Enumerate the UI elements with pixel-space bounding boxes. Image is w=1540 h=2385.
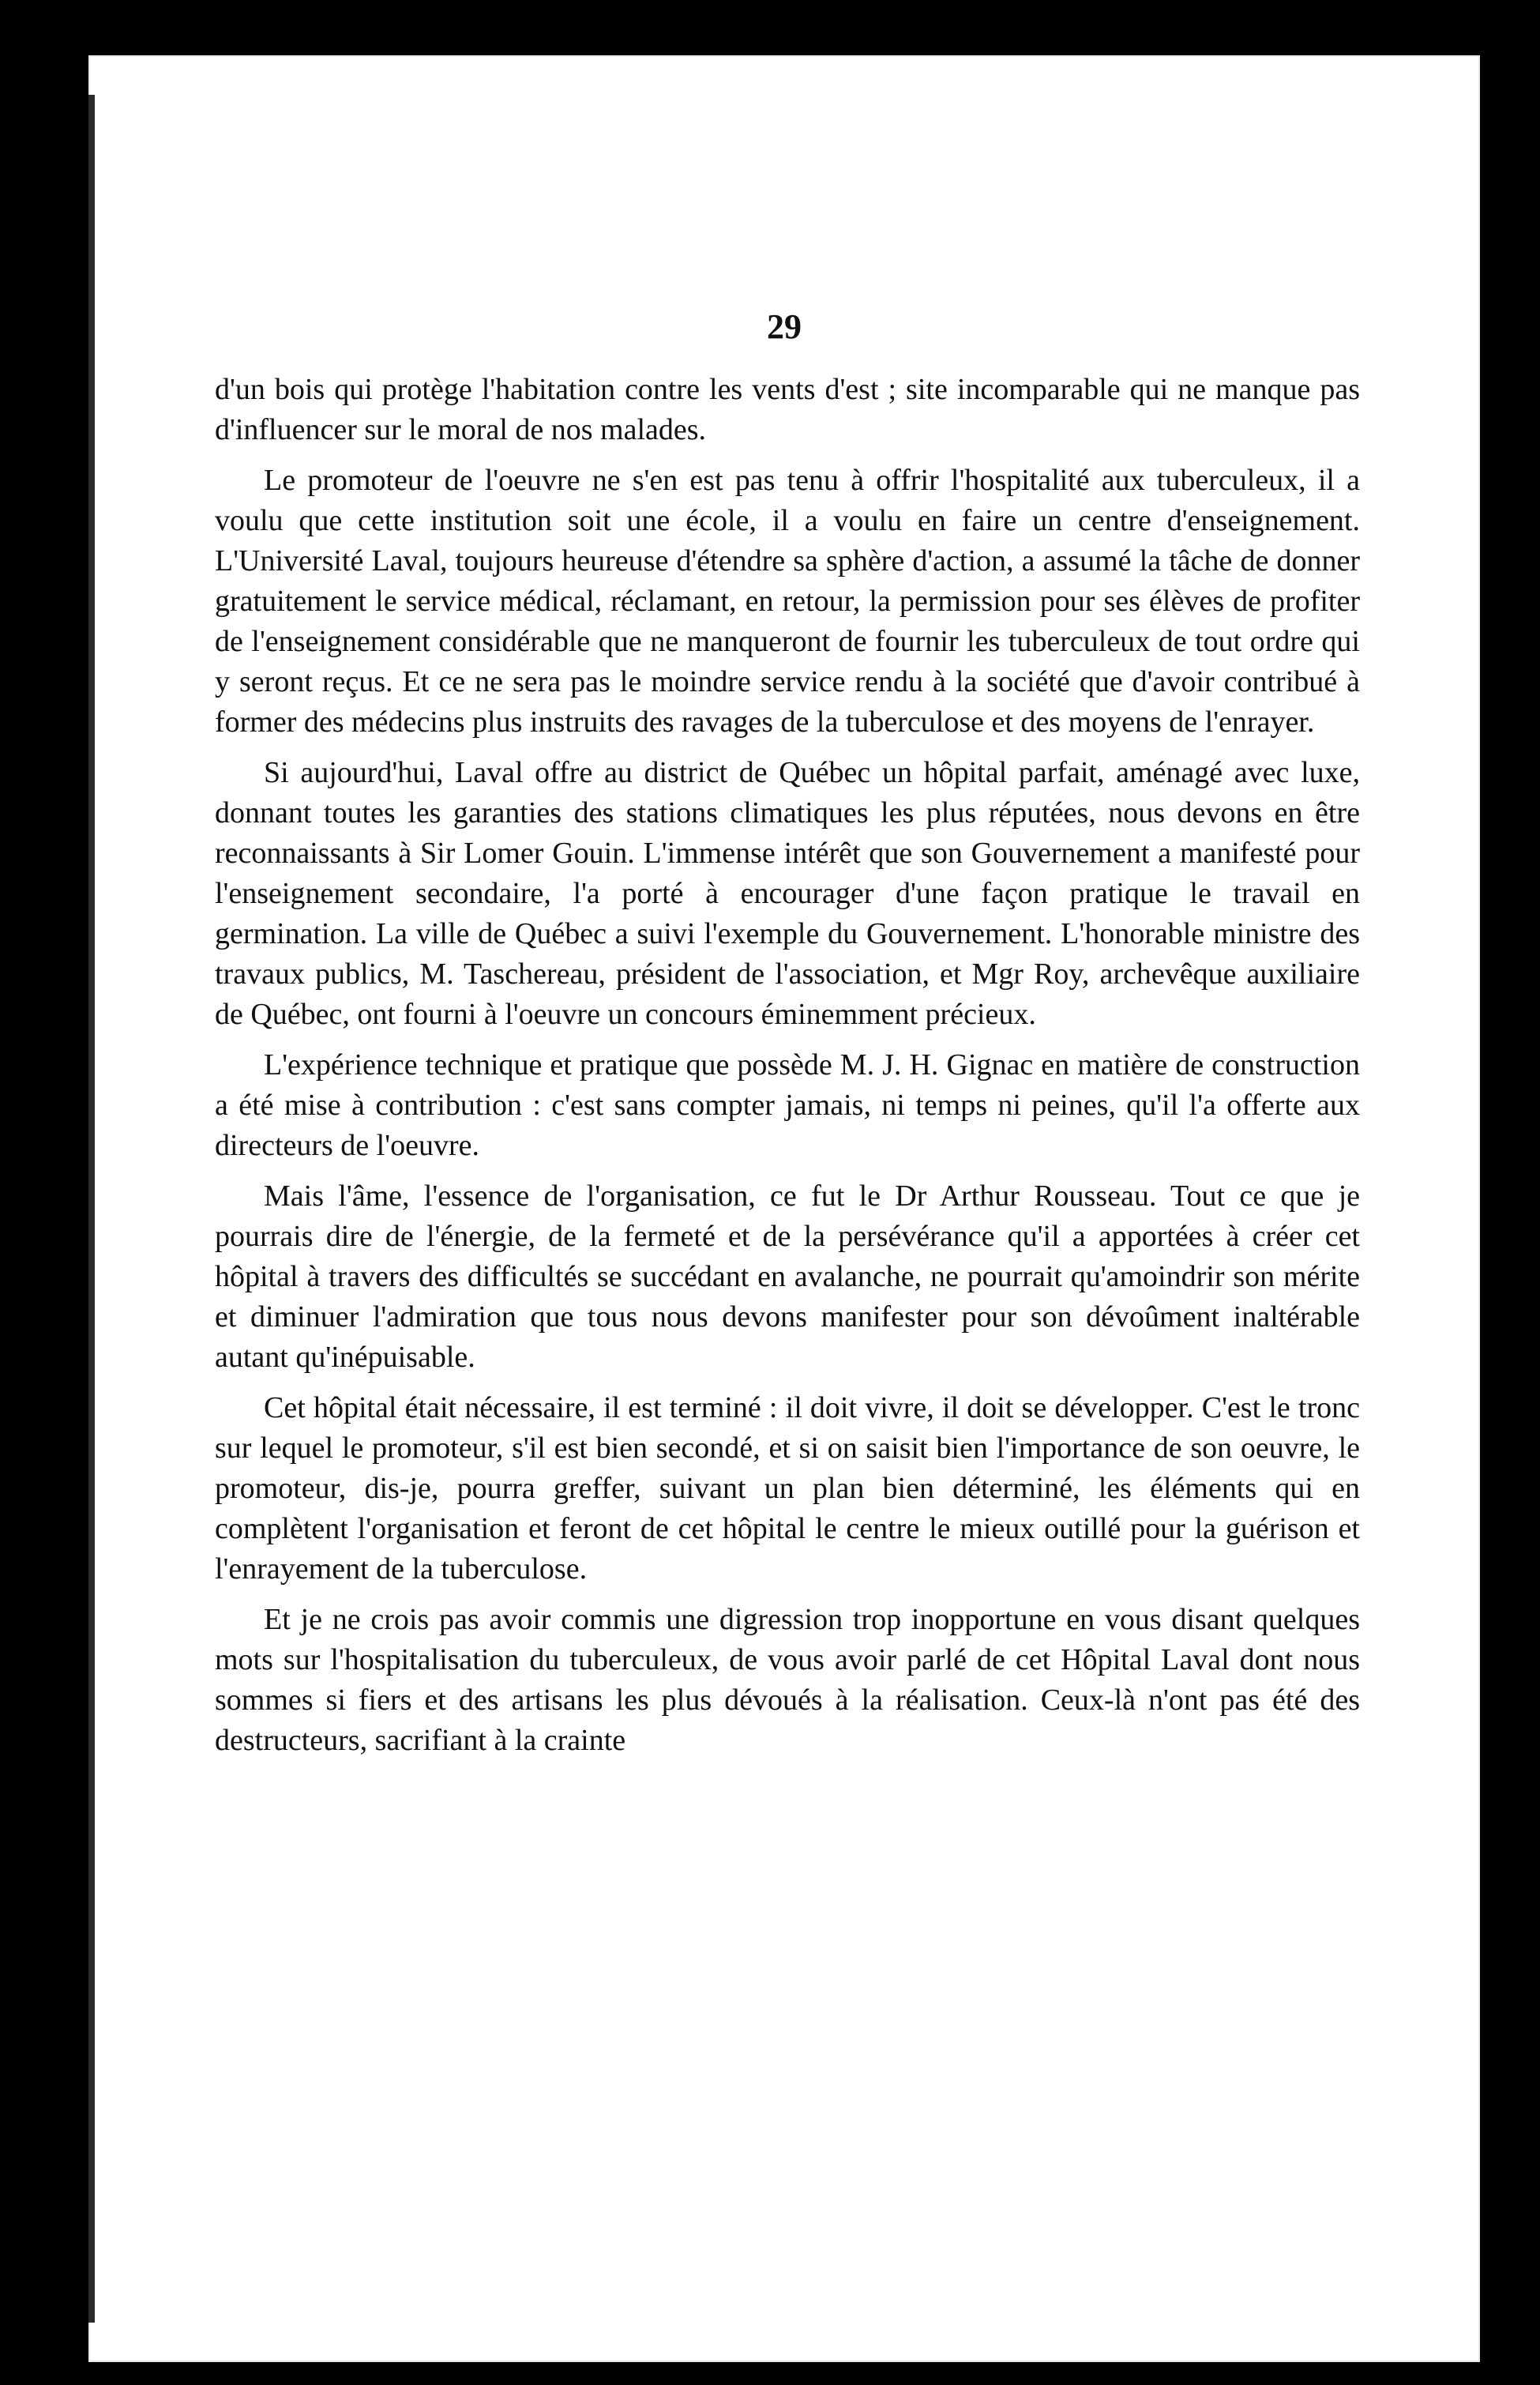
body-text <box>215 370 1360 1771</box>
paragraph-4: L'expérience technique et pratique que possède M. J. H. Gignac en matière de construction a été mise à contribution : c'est sans compter jamais, ni temps ni peines, qu'il l'a offerte aux directeurs de l'oeuvre. <box>215 1048 1360 1162</box>
paragraph-5: Mais l'âme, l'essence de l'organisation, ce fut le Dr Arthur Rousseau. Tout ce que je pourrais dire de l'énergie, de la fermeté et de la persévérance qu'il a apportées à créer cet hôpital à travers des difficultés se succédant en avalanche, ne pourrait qu'amoindrir son mérite et diminuer l'admiration que tous nous devons manifester pour son dévoûment inaltérable autant qu'inépuisable. <box>215 1179 1360 1374</box>
paragraph-6: Cet hôpital était nécessaire, il est terminé : il doit vivre, il doit se développer. C'est le tronc sur lequel le promoteur, s'il est bien secondé, et si on saisit bien l'importance de son oeuvre, le promoteur, dis-je, pourra greffer, suivant un plan bien déterminé, les éléments qui en complètent l'organisation et feront de cet hôpital le centre le mieux outillé pour la guérison et l'enrayement de la tuberculose. <box>215 1391 1360 1586</box>
page-binding-edge <box>88 95 95 2323</box>
paragraph-7: Et je ne crois pas avoir commis une digression trop inopportune en vous disant quelques mots sur l'hospitalisation du tuberculeux, de vous avoir parlé de cet Hôpital Laval dont nous sommes si fiers et des artisans les plus dévoués à la réalisation. Ceux-là n'ont pas été des destructeurs, sacrifiant à la crainte <box>215 1603 1360 1757</box>
page-number: 29 <box>767 307 802 346</box>
paragraph-2: Le promoteur de l'oeuvre ne s'en est pas tenu à offrir l'hospitalité aux tuberculeux, il a voulu que cette institution soit une école, il a voulu en faire un centre d'enseignement. L'Université Laval, toujours heureuse d'étendre sa sphère d'action, a assumé la tâche de donner gratuitement le service médical, réclamant, en retour, la permission pour ses élèves de profiter de l'enseignement considérable que ne manqueront de fournir les tuberculeux de tout ordre qui y seront reçus. Et ce ne sera pas le moindre service rendu à la société que d'avoir contribué à former des médecins plus instruits des ravages de la tuberculose et des moyens de l'enrayer. <box>215 464 1360 739</box>
paragraph-3: Si aujourd'hui, Laval offre au district de Québec un hôpital parfait, aménagé avec luxe, donnant toutes les garanties des stations climatiques les plus réputées, nous devons en être reconnaissants à Sir Lomer Gouin. L'immense intérêt que son Gouvernement a manifesté pour l'enseignement secondaire, l'a porté à encourager d'une façon pratique le travail en germination. La ville de Québec a suivi l'exemple du Gouvernement. L'honorable ministre des travaux publics, M. Taschereau, président de l'association, et Mgr Roy, archevêque auxiliaire de Québec, ont fourni à l'oeuvre un concours éminemment précieux. <box>215 756 1360 1031</box>
document-page <box>88 55 1480 2362</box>
paragraph-1: d'un bois qui protège l'habitation contre les vents d'est ; site incomparable qui ne manque pas d'influencer sur le moral de nos malades. <box>215 373 1360 446</box>
